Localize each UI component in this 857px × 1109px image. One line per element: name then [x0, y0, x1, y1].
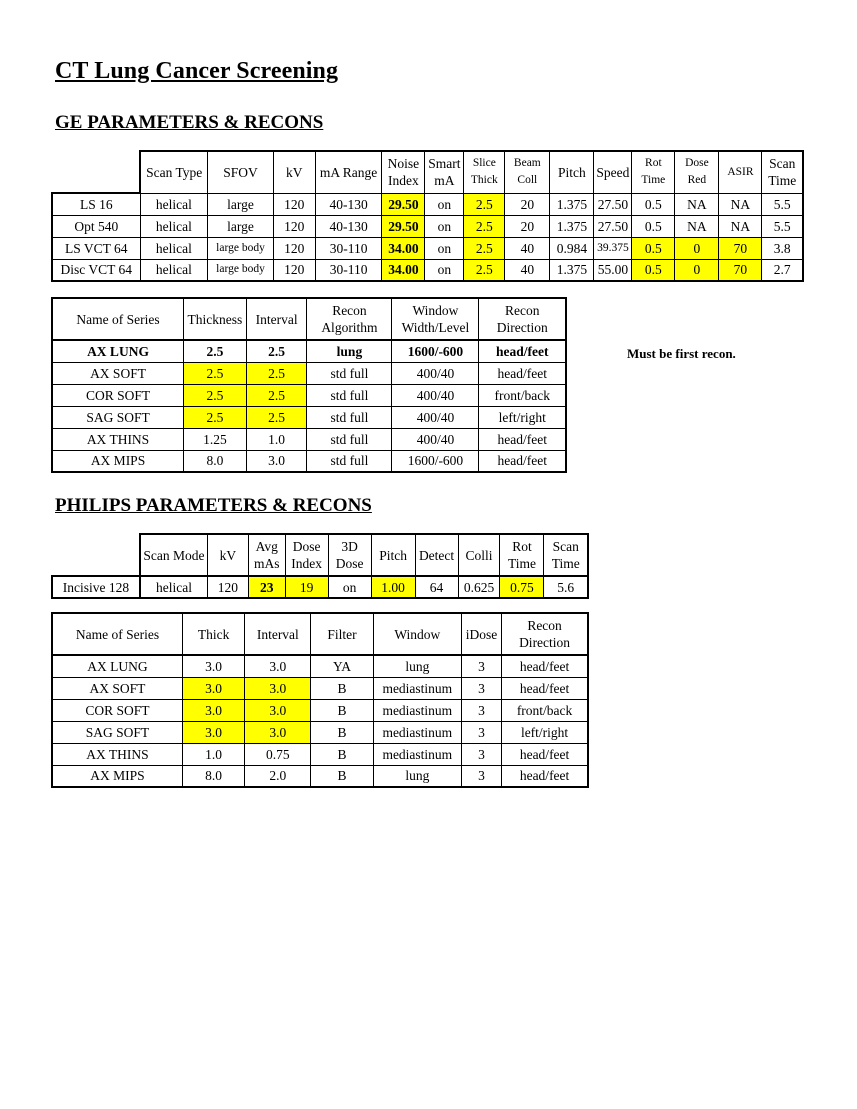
- blank-corner: [52, 534, 140, 576]
- cell: 5.5: [762, 193, 803, 215]
- col-header: Smart mA: [425, 151, 464, 193]
- row-label: LS VCT 64: [52, 237, 140, 259]
- col-header: Beam Coll: [505, 151, 550, 193]
- cell: NA: [675, 193, 719, 215]
- table-row: [52, 655, 588, 677]
- cell: 0.75: [500, 576, 544, 598]
- cell: NA: [719, 193, 762, 215]
- cell: AX LUNG: [52, 340, 184, 362]
- row-label: LS 16: [52, 193, 140, 215]
- cell: 3: [461, 699, 501, 721]
- cell: 40: [505, 237, 550, 259]
- cell: 3.0: [182, 721, 244, 743]
- cell: 3.0: [245, 699, 311, 721]
- cell: 0.625: [458, 576, 500, 598]
- cell: std full: [307, 362, 392, 384]
- col-header: Slice Thick: [464, 151, 505, 193]
- cell: large: [208, 193, 274, 215]
- col-header: iDose: [461, 613, 501, 655]
- col-header: 3D Dose: [328, 534, 371, 576]
- col-header: Name of Series: [52, 613, 182, 655]
- row-label: Opt 540: [52, 215, 140, 237]
- cell: std full: [307, 428, 392, 450]
- cell: 3.0: [182, 677, 244, 699]
- cell: 2.5: [246, 362, 307, 384]
- cell: head/feet: [502, 743, 588, 765]
- cell: B: [311, 699, 373, 721]
- ge-heading: GE PARAMETERS & RECONS: [55, 112, 324, 133]
- col-header: Speed: [594, 151, 632, 193]
- col-header: Avg mAs: [248, 534, 285, 576]
- cell: 70: [719, 259, 762, 281]
- col-header: Dose Index: [285, 534, 328, 576]
- col-header: Recon Direction: [502, 613, 588, 655]
- cell: 400/40: [392, 384, 479, 406]
- cell: 34.00: [382, 237, 425, 259]
- cell: 400/40: [392, 428, 479, 450]
- cell: 1.0: [246, 428, 307, 450]
- cell: 1.375: [550, 215, 594, 237]
- col-header: Scan Type: [140, 151, 208, 193]
- cell: lung: [307, 340, 392, 362]
- col-header: Rot Time: [500, 534, 544, 576]
- col-header: Filter: [311, 613, 373, 655]
- cell: left/right: [502, 721, 588, 743]
- table-row: [52, 406, 566, 428]
- cell: COR SOFT: [52, 699, 182, 721]
- cell: 120: [273, 259, 315, 281]
- cell: 1.375: [550, 193, 594, 215]
- cell: 1.25: [184, 428, 247, 450]
- cell: COR SOFT: [52, 384, 184, 406]
- table-row: [52, 743, 588, 765]
- cell: 29.50: [382, 215, 425, 237]
- cell: 39.375: [594, 237, 632, 259]
- cell: lung: [373, 765, 461, 787]
- cell: AX MIPS: [52, 450, 184, 472]
- ge-recons-table: [51, 297, 567, 473]
- col-header: Scan Time: [762, 151, 803, 193]
- cell: 120: [273, 237, 315, 259]
- cell: 3.0: [246, 450, 307, 472]
- cell: 8.0: [184, 450, 247, 472]
- table-row: [52, 450, 566, 472]
- table-row: [52, 677, 588, 699]
- cell: YA: [311, 655, 373, 677]
- cell: 0.75: [245, 743, 311, 765]
- col-header: Name of Series: [52, 298, 184, 340]
- cell: front/back: [502, 699, 588, 721]
- table-row: [52, 215, 803, 237]
- cell: 0.5: [632, 259, 675, 281]
- col-header: Colli: [458, 534, 500, 576]
- cell: 2.0: [245, 765, 311, 787]
- cell: 2.5: [246, 340, 307, 362]
- col-header: Pitch: [550, 151, 594, 193]
- cell: 0.984: [550, 237, 594, 259]
- cell: helical: [140, 193, 208, 215]
- cell: 1600/-600: [392, 340, 479, 362]
- cell: helical: [140, 576, 208, 598]
- cell: large body: [208, 237, 274, 259]
- cell: NA: [675, 215, 719, 237]
- col-header: kV: [207, 534, 248, 576]
- page-title: CT Lung Cancer Screening: [55, 58, 339, 84]
- cell: 2.5: [184, 406, 247, 428]
- cell: front/back: [479, 384, 566, 406]
- col-header: Window: [373, 613, 461, 655]
- first-recon-note: Must be first recon.: [627, 346, 736, 361]
- cell: head/feet: [479, 340, 566, 362]
- table-row: [52, 699, 588, 721]
- col-header: Scan Mode: [140, 534, 208, 576]
- cell: 0.5: [632, 215, 675, 237]
- cell: 2.5: [464, 215, 505, 237]
- cell: large body: [208, 259, 274, 281]
- philips-heading: PHILIPS PARAMETERS & RECONS: [55, 495, 372, 516]
- cell: 3.0: [182, 699, 244, 721]
- cell: 1600/-600: [392, 450, 479, 472]
- cell: head/feet: [479, 428, 566, 450]
- cell: 2.5: [464, 259, 505, 281]
- cell: SAG SOFT: [52, 721, 182, 743]
- cell: 2.5: [246, 406, 307, 428]
- cell: 70: [719, 237, 762, 259]
- col-header: Recon Direction: [479, 298, 566, 340]
- cell: 29.50: [382, 193, 425, 215]
- col-header: ASIR: [719, 151, 762, 193]
- cell: std full: [307, 450, 392, 472]
- cell: mediastinum: [373, 743, 461, 765]
- cell: NA: [719, 215, 762, 237]
- cell: 23: [248, 576, 285, 598]
- cell: head/feet: [479, 450, 566, 472]
- cell: mediastinum: [373, 699, 461, 721]
- cell: mediastinum: [373, 677, 461, 699]
- cell: 19: [285, 576, 328, 598]
- cell: on: [425, 193, 464, 215]
- cell: 3.0: [245, 677, 311, 699]
- cell: helical: [140, 259, 208, 281]
- cell: 1.0: [182, 743, 244, 765]
- col-header: Rot Time: [632, 151, 675, 193]
- table-row: [52, 576, 588, 598]
- cell: 3.0: [245, 721, 311, 743]
- table-row: [52, 428, 566, 450]
- cell: 40-130: [315, 215, 382, 237]
- cell: B: [311, 677, 373, 699]
- cell: B: [311, 721, 373, 743]
- cell: 30-110: [315, 237, 382, 259]
- table-row: [52, 384, 566, 406]
- cell: helical: [140, 237, 208, 259]
- philips-params-table: [51, 533, 589, 599]
- cell: helical: [140, 215, 208, 237]
- cell: 3.0: [245, 655, 311, 677]
- cell: 0: [675, 237, 719, 259]
- cell: B: [311, 743, 373, 765]
- cell: 20: [505, 215, 550, 237]
- cell: head/feet: [502, 765, 588, 787]
- cell: 3: [461, 743, 501, 765]
- cell: 8.0: [182, 765, 244, 787]
- cell: left/right: [479, 406, 566, 428]
- col-header: Window Width/Level: [392, 298, 479, 340]
- cell: 2.5: [184, 384, 247, 406]
- col-header: Scan Time: [544, 534, 588, 576]
- table-row: [52, 340, 566, 362]
- col-header: Thick: [182, 613, 244, 655]
- col-header: SFOV: [208, 151, 274, 193]
- cell: 1.375: [550, 259, 594, 281]
- cell: 400/40: [392, 406, 479, 428]
- philips-recons-table: [51, 612, 589, 788]
- cell: 27.50: [594, 215, 632, 237]
- cell: 1.00: [371, 576, 415, 598]
- cell: AX THINS: [52, 743, 182, 765]
- cell: 64: [415, 576, 458, 598]
- cell: 20: [505, 193, 550, 215]
- cell: 2.5: [464, 193, 505, 215]
- cell: 55.00: [594, 259, 632, 281]
- cell: std full: [307, 384, 392, 406]
- table-row: [52, 237, 803, 259]
- cell: 3.8: [762, 237, 803, 259]
- col-header: Interval: [245, 613, 311, 655]
- cell: on: [425, 237, 464, 259]
- table-row: [52, 259, 803, 281]
- cell: 2.5: [184, 340, 247, 362]
- cell: large: [208, 215, 274, 237]
- cell: 0.5: [632, 193, 675, 215]
- cell: std full: [307, 406, 392, 428]
- cell: 30-110: [315, 259, 382, 281]
- cell: 2.7: [762, 259, 803, 281]
- cell: on: [425, 215, 464, 237]
- cell: 3: [461, 721, 501, 743]
- cell: 40: [505, 259, 550, 281]
- col-header: Interval: [246, 298, 307, 340]
- ge-params-table: [51, 150, 804, 282]
- cell: head/feet: [502, 677, 588, 699]
- table-row: [52, 362, 566, 384]
- cell: 3: [461, 655, 501, 677]
- cell: 2.5: [464, 237, 505, 259]
- col-header: Dose Red: [675, 151, 719, 193]
- cell: 3: [461, 677, 501, 699]
- cell: 120: [273, 193, 315, 215]
- cell: 5.5: [762, 215, 803, 237]
- cell: B: [311, 765, 373, 787]
- col-header: Thickness: [184, 298, 247, 340]
- col-header: mA Range: [315, 151, 382, 193]
- cell: 120: [273, 215, 315, 237]
- cell: AX THINS: [52, 428, 184, 450]
- cell: AX LUNG: [52, 655, 182, 677]
- col-header: Pitch: [371, 534, 415, 576]
- row-label: Incisive 128: [52, 576, 140, 598]
- table-row: [52, 765, 588, 787]
- col-header: kV: [273, 151, 315, 193]
- col-header: Recon Algorithm: [307, 298, 392, 340]
- table-row: [52, 193, 803, 215]
- cell: SAG SOFT: [52, 406, 184, 428]
- cell: 2.5: [246, 384, 307, 406]
- blank-corner: [52, 151, 140, 193]
- cell: 34.00: [382, 259, 425, 281]
- cell: lung: [373, 655, 461, 677]
- cell: AX MIPS: [52, 765, 182, 787]
- cell: 27.50: [594, 193, 632, 215]
- cell: 3.0: [182, 655, 244, 677]
- cell: 2.5: [184, 362, 247, 384]
- col-header: Detect: [415, 534, 458, 576]
- cell: 120: [207, 576, 248, 598]
- cell: on: [425, 259, 464, 281]
- table-row: [52, 721, 588, 743]
- cell: AX SOFT: [52, 677, 182, 699]
- cell: 400/40: [392, 362, 479, 384]
- cell: on: [328, 576, 371, 598]
- col-header: Noise Index: [382, 151, 425, 193]
- cell: head/feet: [479, 362, 566, 384]
- cell: 40-130: [315, 193, 382, 215]
- cell: AX SOFT: [52, 362, 184, 384]
- cell: 3: [461, 765, 501, 787]
- cell: mediastinum: [373, 721, 461, 743]
- cell: head/feet: [502, 655, 588, 677]
- row-label: Disc VCT 64: [52, 259, 140, 281]
- cell: 0: [675, 259, 719, 281]
- cell: 0.5: [632, 237, 675, 259]
- cell: 5.6: [544, 576, 588, 598]
